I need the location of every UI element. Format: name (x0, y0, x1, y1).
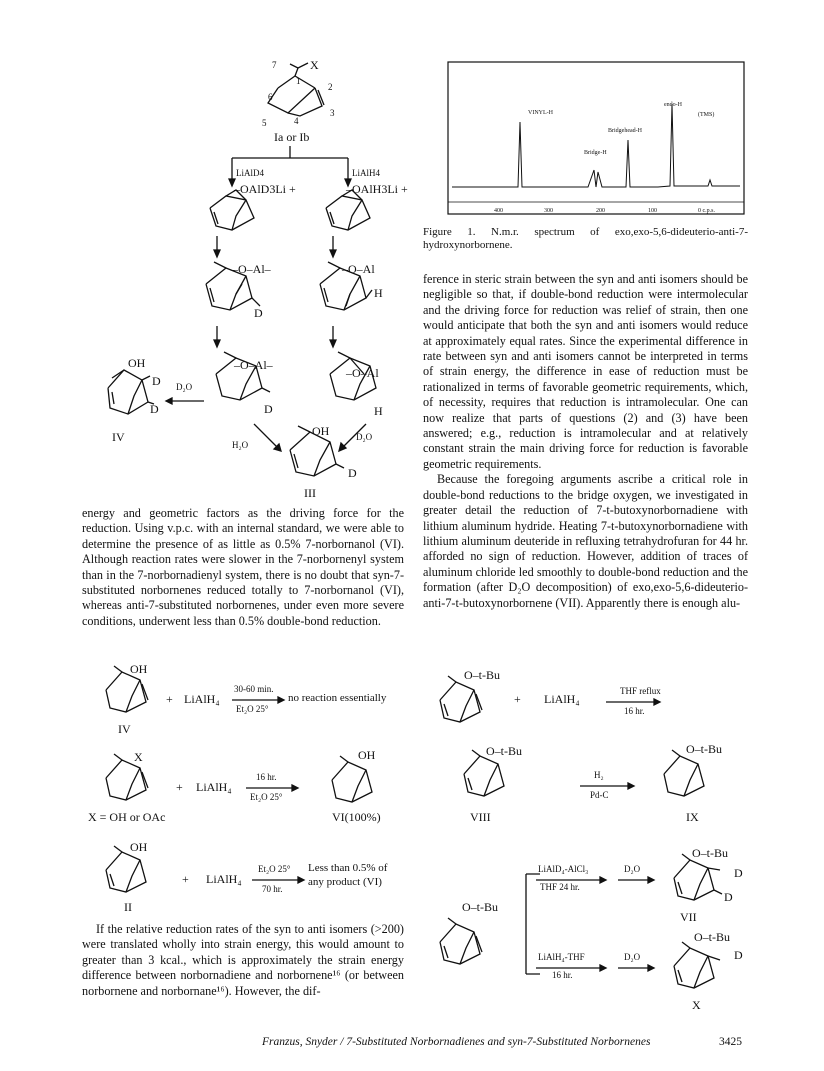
label-vii: VII (680, 910, 697, 924)
arrow-eq3 (252, 876, 304, 884)
label-oh-vi: OH (358, 748, 376, 762)
structure-x-product (660, 938, 730, 998)
tick-200: 200 (596, 208, 605, 214)
hr16-1: 16 hr. (624, 706, 645, 716)
right-paragraph-2: Because the foregoing arguments ascribe a critical role in double-bond reductions to the bridge oxygen, we investigated in greater detail the reduction of 7-t-butoxynorbornadiene with lithium aluminum hydride. Heating 7-t-butoxynorbornadiene with lithium aluminum deuteride in refluxing tetrahydrofuran for 44 hr. afforded no sign of reduction. However, addition of traces of aluminum chloride led smoothly to double-bond reduction and the formation (after D₂O decomposition) of exo,exo-5,6-dideuterio-anti-7-t-butoxynorbornene (VII). Apparently there is enough alu- (423, 472, 748, 610)
label-o-al-2: –O–Al (342, 262, 375, 276)
label-7: 7 (272, 60, 277, 70)
nmr-spectrum (448, 62, 748, 222)
footer-text: Franzus, Snyder / 7-Substituted Norbornadienes and syn-7-Substituted Norbornenes (262, 1036, 651, 1048)
right-column-text (423, 272, 748, 611)
tick-0: 0 c.p.s. (698, 208, 715, 214)
label-lialD4: LiAlD4 (236, 168, 264, 178)
label-1: 1 (296, 76, 301, 86)
eq3-result-2: any product (VI) (308, 876, 382, 888)
figure-caption: Figure 1. N.m.r. spectrum of exo,exo-5,6-dideuterio-anti-7-hydroxynorbornene. (423, 226, 748, 251)
label-oh-ii: OH (130, 840, 148, 854)
label-h-2: H (374, 404, 383, 418)
peak-endo: endo-H (664, 102, 682, 108)
d2o-4: D₂O (624, 952, 641, 962)
arrow-eq7 (618, 876, 654, 884)
label-x-2: X (134, 750, 143, 764)
left-paragraph-1: energy and geometric factors as the driving force for the reduction. Using v.p.c. with an internal standard, we were able to determine the presence of as little as 0.5% 7-norbornanol (VI). Although reaction rates were slower in the 7-norbornenyl system than in the 7-norbornadienyl system, there is no doubt that syn-7-substituted norbornenes reduced totally to 7-norbornanol (VI), whereas anti-7-substituted norbornenes, under even more severe conditions, underwent less than 0.5% double-bond reduction. (82, 506, 404, 628)
label-4: 4 (294, 116, 299, 126)
left-column-para2 (82, 922, 404, 999)
plus-3: + (182, 872, 189, 886)
otbu-6: O–t-Bu (694, 930, 730, 944)
label-iv-top: IV (112, 430, 125, 444)
arrow-eq5 (580, 782, 634, 790)
plus-4: + (514, 692, 521, 706)
peak-tms: (TMS) (698, 112, 715, 118)
label-x: X (310, 58, 319, 72)
page-footer (262, 1036, 742, 1048)
peak-bridgehead: Bridgehead-H (608, 128, 642, 134)
label-3: 3 (330, 108, 335, 118)
label-d2o-2: D₂O (356, 432, 373, 442)
page-number: 3425 (719, 1036, 742, 1048)
label-viii: VIII (470, 810, 491, 824)
eq1-top: 30-60 min. (234, 684, 274, 694)
lialh4-2: LiAlH₄ (196, 780, 232, 794)
eq3-bot: 70 hr. (262, 884, 283, 894)
plus-1: + (166, 692, 173, 706)
label-ia-ib: Ia or Ib (274, 130, 310, 144)
lialh4-3: LiAlH₄ (206, 872, 242, 886)
label-d-iv-1: D (152, 374, 161, 388)
label-oh-2: OH (130, 662, 148, 676)
label-o-al-3: –O–Al– (234, 358, 273, 372)
label-x-def: X = OH or OAc (88, 810, 166, 824)
eq1-bot: Et₂O 25° (236, 704, 269, 714)
arrow-eq2 (246, 784, 298, 792)
label-d2o-1: D₂O (176, 382, 193, 392)
plus-2: + (176, 780, 183, 794)
structure-iv-b (92, 662, 162, 722)
label-vi: VI(100%) (332, 810, 381, 824)
label-x-roman: X (692, 998, 701, 1012)
lialh4-thf: LiAlH₄-THF (538, 952, 585, 962)
label-ix: IX (686, 810, 699, 824)
eq2-bot: Et₂O 25° (250, 792, 283, 802)
thf24: THF 24 hr. (540, 882, 580, 892)
label-d-vii-1: D (734, 866, 743, 880)
d2o-3: D₂O (624, 864, 641, 874)
structure-alkoxide-h (312, 186, 382, 236)
label-ii: II (124, 900, 132, 914)
otbu-1: O–t-Bu (464, 668, 500, 682)
label-d-iii: D (348, 466, 357, 480)
otbu-5: O–t-Bu (692, 846, 728, 860)
lialh4-4: LiAlH₄ (544, 692, 580, 706)
label-2: 2 (328, 82, 333, 92)
arrow-eq9 (618, 964, 654, 972)
tick-400: 400 (494, 208, 503, 214)
label-oh-iii: OH (312, 424, 330, 438)
structure-ii (92, 842, 162, 902)
lialh4-1: LiAlH₄ (184, 692, 220, 706)
thf-reflux: THF reflux (620, 686, 661, 696)
label-oalh3li: –OAlH3Li + (346, 182, 408, 196)
otbu-4: O–t-Bu (462, 900, 498, 914)
right-paragraph-1: ference in steric strain between the syn and anti isomers should be negligible so that, if double-bond reduction were intermolecular and the driving force for reduction was relief of strain, then one would anticipate that both the syn and anti isomers would reduce at approximately equal rates. Since the experimental difference in rate between syn and anti isomers cannot be interpreted in terms of strain energy, the difference in ease of reduction must be rationalized in terms of favorable geometric requirements, which, of necessity, requires that reduction is intramolecular. One can now realize that parts of questions (2) and (3) have been answered; e.g., reduction is intramolecular and at relatively constant strain the main driving force for reduction is favorable geometric requirements. (423, 272, 748, 471)
branch-arrows (222, 146, 362, 186)
label-d-iv-2: D (150, 402, 159, 416)
pdc-label: Pd-C (590, 790, 609, 800)
label-h2o: H₂O (232, 440, 249, 450)
structure-x (92, 750, 162, 810)
label-d-1: D (254, 306, 263, 320)
label-6: 6 (268, 92, 273, 102)
peak-vinyl: VINYL-H (528, 110, 553, 116)
left-column-para1 (82, 506, 404, 629)
label-lialH4: LiAlH4 (352, 168, 380, 178)
tick-300: 300 (544, 208, 553, 214)
structure-tbu-diene-2 (426, 914, 496, 974)
label-oh-iv: OH (128, 356, 146, 370)
eq1-result: no reaction essentially (288, 692, 387, 704)
label-d-x: D (734, 948, 743, 962)
label-o-al-1: –O–Al– (232, 262, 271, 276)
otbu-3: O–t-Bu (686, 742, 722, 756)
structure-vi (318, 752, 388, 812)
lald4-alcl3: LiAlD₄-AlCl₃ (538, 864, 589, 874)
tick-100: 100 (648, 208, 657, 214)
eq3-result-1: Less than 0.5% of (308, 862, 388, 874)
label-oald3li: –OAlD3Li + (234, 182, 296, 196)
label-iv-2: IV (118, 722, 131, 736)
hr16-2: 16 hr. (552, 970, 573, 980)
eq2-top: 16 hr. (256, 772, 277, 782)
left-paragraph-2: If the relative reduction rates of the syn to anti isomers (>200) were translated wholly into strain energy, this would amount to greater than 3 kcal., which is approximately the strain energy difference between norbornadiene and norbornene¹⁶ (or between norbornene and norbornane¹⁶). However, the dif- (82, 922, 404, 998)
peak-bridge: Bridge-H (584, 150, 607, 156)
label-5: 5 (262, 118, 267, 128)
label-d-vii-2: D (724, 890, 733, 904)
structure-alkoxide-d (196, 186, 266, 236)
eq3-top: Et₂O 25° (258, 864, 291, 874)
arrow-eq4 (606, 698, 660, 706)
label-h-1: H (374, 286, 383, 300)
h2-label: H₂ (594, 770, 604, 780)
label-d-2: D (264, 402, 273, 416)
label-o-al-4: –O–Al (346, 366, 379, 380)
label-iii: III (304, 486, 316, 500)
otbu-2: O–t-Bu (486, 744, 522, 758)
arrow-eq1 (232, 696, 284, 704)
